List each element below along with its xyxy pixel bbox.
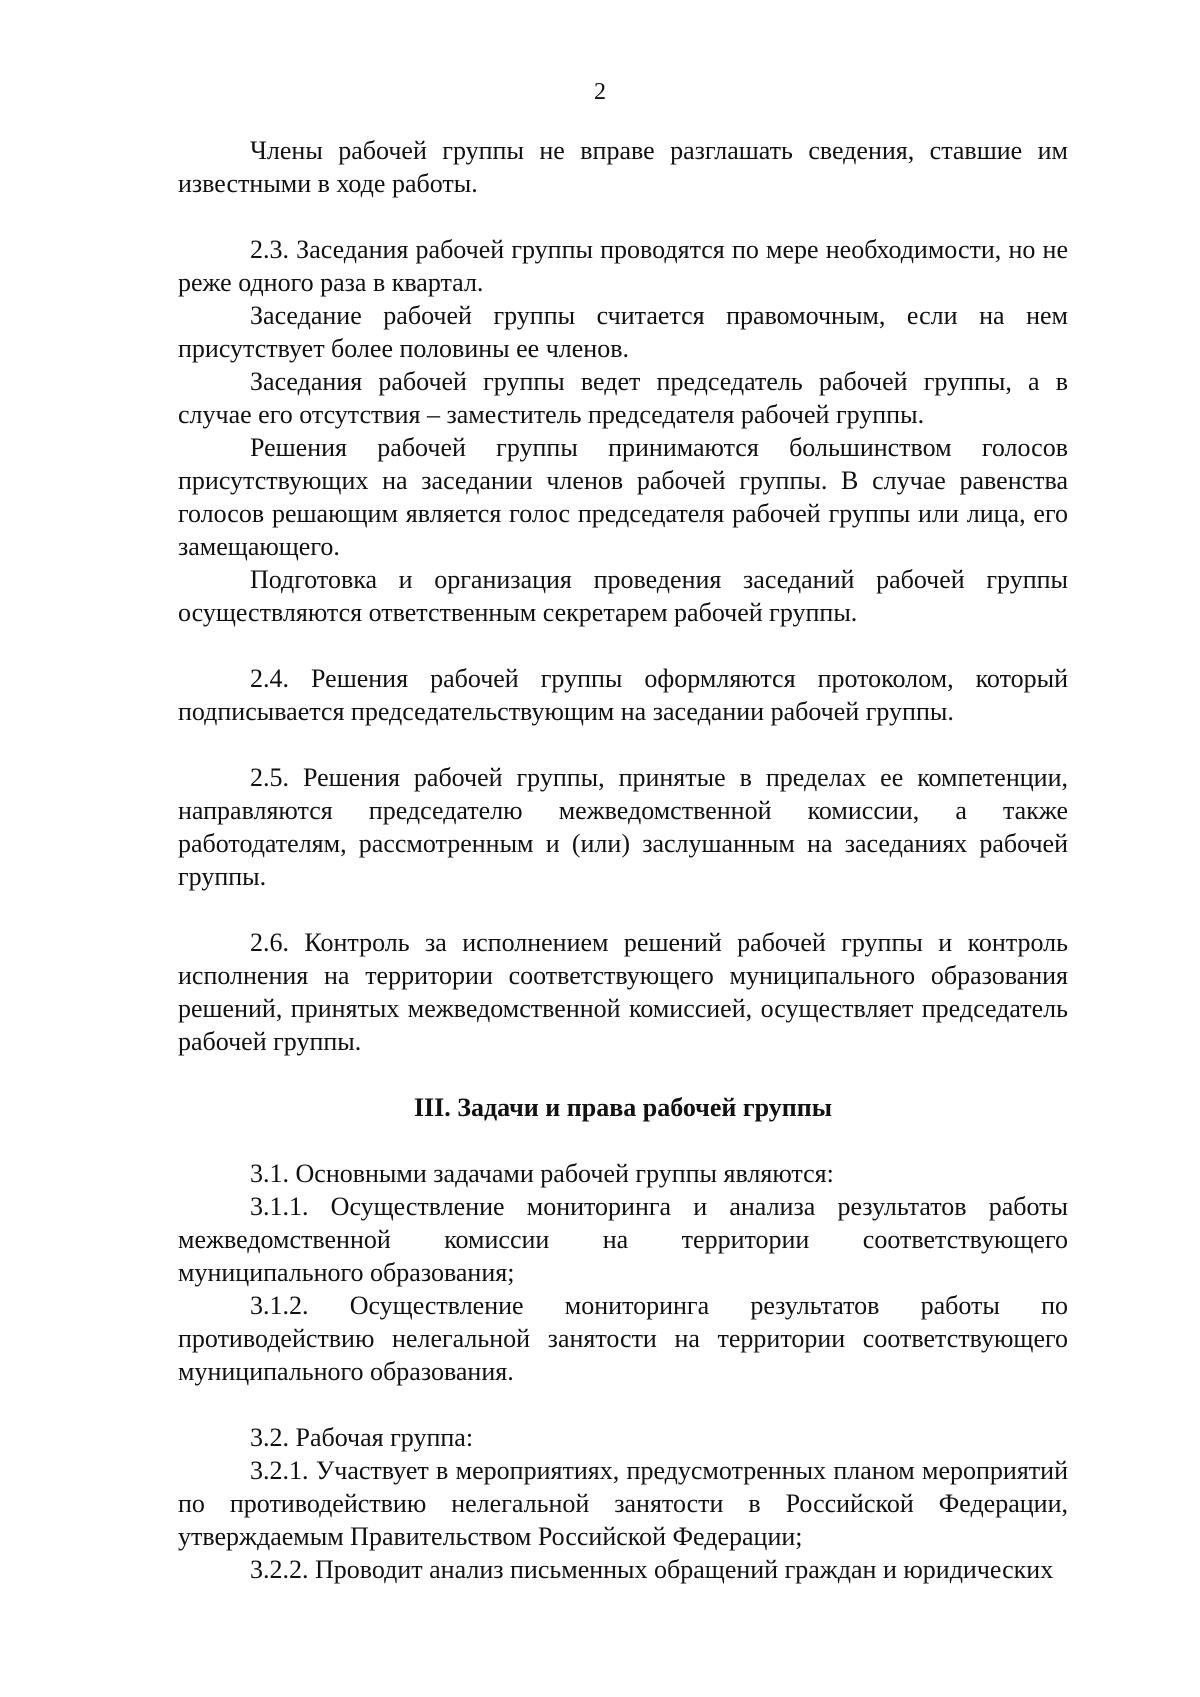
paragraph-members-confidentiality: Члены рабочей группы не вправе разглашать сведения, ставшие им известными в ходе работы. [178, 136, 1068, 198]
paragraph-3-2-2: 3.2.2. Проводит анализ письменных обращений граждан и юридических [250, 1555, 1054, 1584]
paragraph-2-3: 2.3. Заседания рабочей группы проводятся по мере необходимости, но не реже одного раза в квартал. [178, 235, 1068, 297]
document-body [178, 134, 1068, 1586]
paragraph-quorum: Заседание рабочей группы считается правомочным, если на нем присутствует более половины ее членов. [178, 301, 1068, 363]
paragraph-voting: Решения рабочей группы принимаются большинством голосов присутствующих на заседании членов рабочей группы. В случае равенства голосов решающим является голос председателя рабочей группы или лица, его замещающего. [178, 433, 1068, 561]
paragraph-3-1-1: 3.1.1. Осуществление мониторинга и анализа результатов работы межведомственной комиссии на территории соответствующего муниципального образования; [178, 1192, 1068, 1287]
paragraph-gap [178, 728, 1068, 761]
paragraph-gap [178, 200, 1068, 233]
paragraph-chairman: Заседания рабочей группы ведет председатель рабочей группы, а в случае его отсутствия – заместитель председателя рабочей группы. [178, 367, 1068, 429]
paragraph-gap [178, 629, 1068, 662]
section-heading: III. Задачи и права рабочей группы [413, 1093, 833, 1122]
paragraph-gap [178, 1124, 1068, 1157]
paragraph-3-2-1: 3.2.1. Участвует в мероприятиях, предусмотренных планом мероприятий по противодействию нелегальной занятости в Российской Федерации, утверждаемым Правительством Российской Федерации; [178, 1456, 1068, 1551]
page-number: 2 [594, 79, 606, 105]
paragraph-3-1-2: 3.1.2. Осуществление мониторинга результатов работы по противодействию нелегальной занятости на территории соответствующего муниципального образования. [178, 1291, 1068, 1386]
paragraph-gap [178, 1388, 1068, 1421]
paragraph-gap [178, 1058, 1068, 1091]
paragraph-3-2: 3.2. Рабочая группа: [250, 1423, 474, 1452]
paragraph-2-5: 2.5. Решения рабочей группы, принятые в пределах ее компетенции, направляются председателю межведомственной комиссии, а также работодателям, рассмотренным и (или) заслушанным на заседаниях рабочей группы. [178, 763, 1068, 891]
paragraph-2-6: 2.6. Контроль за исполнением решений рабочей группы и контроль исполнения на территории соответствующего муниципального образования решений, принятых межведомственной комиссией, осуществляет председатель рабочей группы. [178, 928, 1068, 1056]
paragraph-secretary: Подготовка и организация проведения заседаний рабочей группы осуществляются ответственным секретарем рабочей группы. [178, 565, 1068, 627]
paragraph-gap [178, 893, 1068, 926]
paragraph-2-4: 2.4. Решения рабочей группы оформляются протоколом, который подписывается председательствующим на заседании рабочей группы. [178, 664, 1068, 726]
paragraph-3-1: 3.1. Основными задачами рабочей группы являются: [250, 1159, 834, 1188]
